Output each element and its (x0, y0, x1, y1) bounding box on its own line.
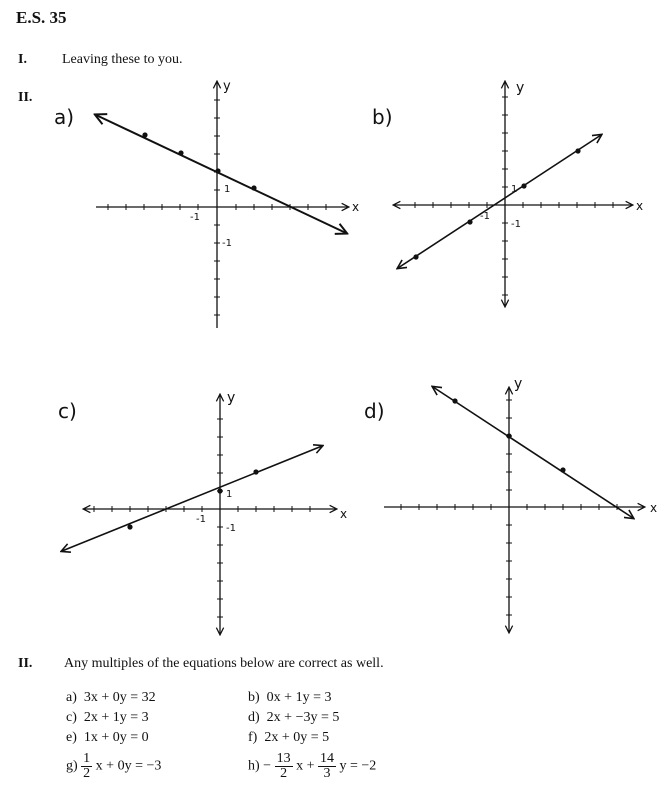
equation-g-denominator: 2 (83, 766, 91, 781)
section-ii-answers-numeral: II. (18, 656, 33, 671)
graph-a-x-label: x (352, 200, 360, 214)
graph-b (372, 80, 643, 306)
equation-g (66, 752, 161, 781)
graph-a-line (96, 115, 346, 233)
equation-g-numerator: 1 (83, 751, 91, 766)
equation-e-label: e) (66, 730, 77, 745)
equation-f-label: f) (248, 730, 258, 745)
equation-h-rest: y = −2 (339, 758, 377, 774)
graph-c-tick-1: 1 (226, 489, 233, 500)
equation-h-denominator-1: 2 (280, 766, 288, 781)
graph-c-tick-neg1-y: -1 (226, 523, 236, 534)
equation-h (248, 752, 376, 781)
equation-c (66, 710, 149, 726)
graph-b-tick-1: 1 (511, 184, 518, 195)
graph-a-label: a) (54, 105, 75, 129)
section-ii-answers-text: Any multiples of the equations below are correct as well. (64, 656, 384, 671)
graph-a (54, 79, 359, 328)
graph-b-y-label: y (516, 80, 525, 96)
graph-a-tick-neg1-x: -1 (190, 212, 200, 223)
graph-d-y-label: y (514, 376, 523, 392)
page-title: E.S. 35 (16, 8, 67, 27)
equation-h-fraction-1 (275, 752, 293, 781)
equation-g-rest: x + 0y = −3 (95, 758, 162, 774)
equation-f (248, 730, 329, 746)
equation-h-sign: − (263, 758, 272, 774)
graph-b-ticks (415, 97, 613, 295)
graph-c-points (127, 469, 258, 529)
equation-a (66, 690, 156, 706)
equation-f-expr: 2x + 0y = 5 (264, 730, 330, 745)
section-i-text: Leaving these to you. (62, 52, 183, 67)
equation-h-label: h) (248, 758, 260, 774)
equation-b-expr: 0x + 1y = 3 (266, 690, 332, 705)
equation-g-label: g) (66, 758, 78, 774)
equation-e-expr: 1x + 0y = 0 (83, 730, 149, 745)
graph-a-tick-1: 1 (224, 184, 231, 195)
graph-d-label: d) (364, 399, 385, 423)
equation-b-label: b) (248, 690, 260, 705)
section-ii-numeral: II. (18, 90, 33, 105)
equation-h-denominator-2: 3 (323, 766, 331, 781)
equation-e (66, 730, 149, 746)
equation-h-fraction-2 (318, 752, 336, 781)
graph-b-line (398, 135, 601, 268)
equation-d (248, 710, 339, 726)
equation-c-expr: 2x + 1y = 3 (83, 710, 149, 725)
graph-d-x-label: x (650, 501, 658, 515)
graph-a-tick-neg1-y: -1 (222, 238, 232, 249)
graph-b-x-label: x (636, 199, 644, 213)
equation-d-label: d) (248, 710, 260, 725)
graph-c-tick-neg1-x: -1 (196, 514, 206, 525)
graph-c-y-label: y (227, 390, 236, 406)
equation-h-numerator-1: 13 (276, 751, 291, 766)
graph-d (364, 376, 657, 632)
equation-h-numerator-2: 14 (319, 751, 334, 766)
equation-a-label: a) (66, 690, 77, 705)
equation-h-mid: x + (296, 758, 315, 774)
graph-c-line (62, 446, 322, 551)
graph-c (58, 390, 347, 634)
equation-d-expr: 2x + −3y = 5 (266, 710, 340, 725)
section-i-numeral: I. (18, 52, 27, 67)
graph-b-tick-neg1-x: -1 (480, 211, 490, 222)
equation-g-fraction (81, 752, 92, 781)
graph-b-label: b) (372, 105, 393, 129)
graph-a-y-label: y (223, 79, 231, 94)
graph-c-label: c) (58, 399, 77, 423)
graph-b-tick-neg1-y: -1 (511, 219, 521, 230)
equation-a-expr: 3x + 0y = 32 (83, 690, 156, 705)
graph-d-line (433, 387, 633, 518)
equation-c-label: c) (66, 710, 77, 725)
equation-b (248, 690, 331, 706)
graph-c-x-label: x (340, 507, 348, 521)
